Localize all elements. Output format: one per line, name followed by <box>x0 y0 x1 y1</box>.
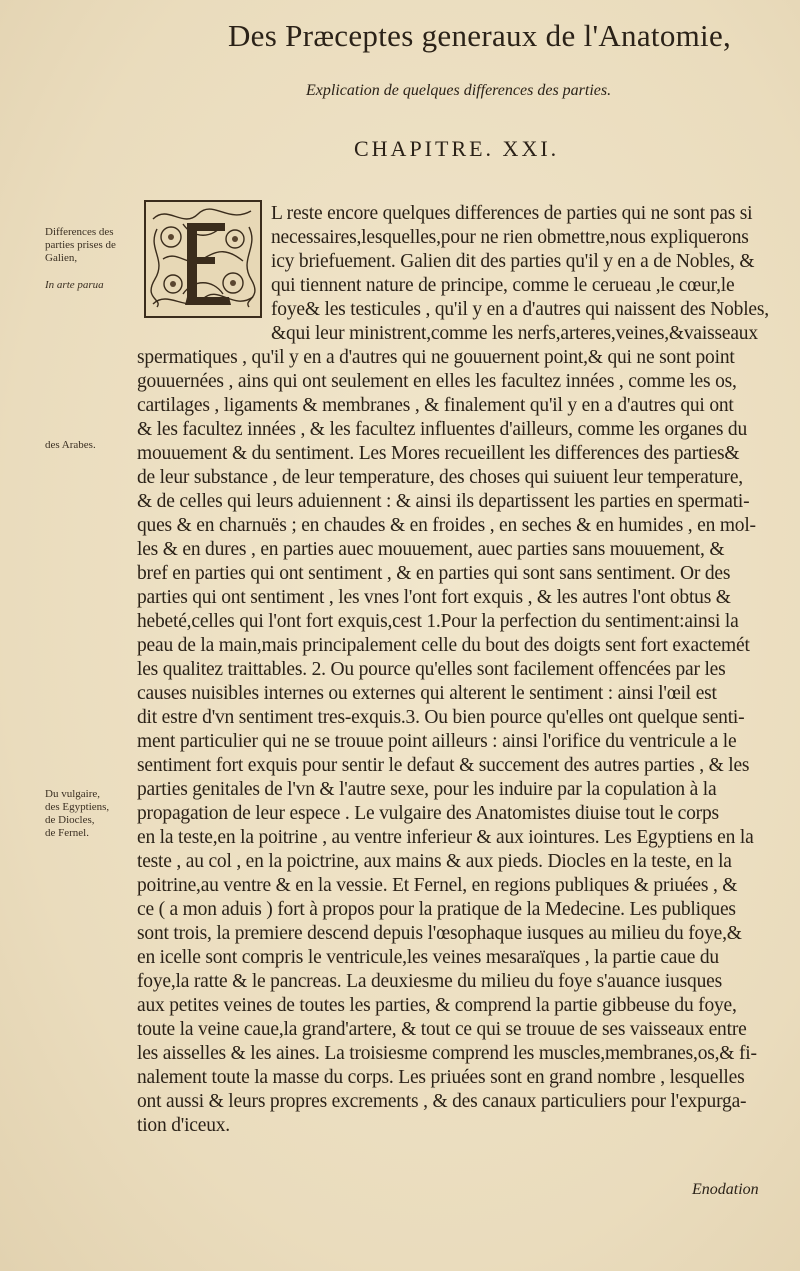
body-line: spermatiques , qu'il y en a d'autres qui ne gouuernent point,& qui ne sont point <box>137 347 735 368</box>
margin-note-line: Galien, <box>45 252 78 264</box>
body-line: les aisselles & les aines. La troisiesme comprend les muscles,membranes,os,& fi- <box>137 1043 757 1064</box>
body-line: mouuement & du sentiment. Les Mores recueillent les differences des parties& <box>137 443 740 464</box>
body-line: sont trois, la premiere descend depuis l'œsophaque iusques au milieu du foye,& <box>137 923 742 944</box>
body-line: tion d'iceux. <box>137 1115 230 1136</box>
body-line: nalement toute la masse du corps. Les priuées sont en grand nombre , lesquelles <box>137 1067 745 1088</box>
catchword: Enodation <box>692 1181 759 1198</box>
body-line: icy briefuement. Galien dit des parties qu'il y en a de Nobles, & <box>271 251 755 272</box>
body-line: sentiment fort exquis pour sentir le defaut & succement des autres parties , & les <box>137 755 750 776</box>
body-line: en icelle sont compris le ventricule,les veines mesaraïques , la partie caue du <box>137 947 719 968</box>
body-line: ment particulier qui ne se trouue point ailleurs : ainsi l'orifice du ventricule a le <box>137 731 737 752</box>
body-line: ont aussi & leurs propres excrements , & des canaux particuliers pour l'expurga- <box>137 1091 747 1112</box>
body-line: necessaires,lesquelles,pour ne rien obmettre,nous expliquerons <box>271 227 749 248</box>
body-line: hebeté,celles qui l'ont fort exquis,cest 1.Pour la perfection du sentiment:ainsi la <box>137 611 739 632</box>
margin-note-line: In arte parua <box>45 279 104 291</box>
margin-note-line: des Egyptiens, <box>45 801 110 813</box>
body-line: ques & en charnuës ; en chaudes & en froides , en seches & en humides , en mol- <box>137 515 756 536</box>
body-line: causes nuisibles internes ou externes qui alterent le sentiment : ainsi l'œil est <box>137 683 717 704</box>
margin-note-in-arte-parua <box>45 279 104 292</box>
running-head: Des Præceptes generaux de l'Anatomie, <box>228 18 732 53</box>
body-line: &qui leur ministrent,comme les nerfs,arteres,veines,&vaisseaux <box>271 323 758 344</box>
body-line: foye& les testicules , qu'il y en a d'autres qui naissent des Nobles, <box>271 299 769 320</box>
body-line: dit estre d'vn sentiment tres-exquis.3. Ou bien pource qu'elles ont quelque senti- <box>137 707 745 728</box>
margin-note-line: Du vulgaire, <box>45 788 100 800</box>
body-line: poitrine,au ventre & en la vessie. Et Fernel, en regions publiques & priuées , & <box>137 875 738 896</box>
margin-note-line: de Diocles, <box>45 814 95 826</box>
body-line: toute la veine caue,la grand'artere, & tout ce qui se trouue de ses vaisseaux entre <box>137 1019 747 1040</box>
body-line: L reste encore quelques differences de parties qui ne sont pas si <box>271 203 753 224</box>
body-line: parties genitales de l'vn & l'autre sexe, pour les induire par la copulation à la <box>137 779 717 800</box>
body-line: propagation de leur espece . Le vulgaire des Anatomistes diuise tout le corps <box>137 803 719 824</box>
body-line: en la teste,en la poitrine , au ventre inferieur & aux iointures. Les Egyptiens en la <box>137 827 754 848</box>
decorated-initial-icon <box>143 199 263 319</box>
body-line: & les facultez innées , & les facultez influentes d'ailleurs, comme les organes du <box>137 419 747 440</box>
margin-note-line: des Arabes. <box>45 439 96 451</box>
body-line: les & en dures , en parties auec mouuement, auec parties sans mouuement, & <box>137 539 725 560</box>
body-line: teste , au col , en la poictrine, aux mains & aux pieds. Diocles en la teste, en la <box>137 851 732 872</box>
margin-note-line: parties prises de <box>45 239 116 251</box>
margin-note-line: Differences des <box>45 226 114 238</box>
margin-note-vulgaire <box>45 788 109 840</box>
chapter-subtitle: Explication de quelques differences des parties. <box>306 82 612 99</box>
body-line: les qualitez traittables. 2. Ou pource qu'elles sont facilement offencées par les <box>137 659 726 680</box>
body-line: bref en parties qui ont sentiment , & en parties qui sont sans sentiment. Or des <box>137 563 731 584</box>
body-line: peau de la main,mais principalement celle du bout des doigts sent fort exactemét <box>137 635 750 656</box>
body-line: cartilages , ligaments & membranes , & finalement qu'il y en a d'autres qui ont <box>137 395 734 416</box>
body-line: qui tiennent nature de principe, comme le cerueau ,le cœur,le <box>271 275 735 296</box>
body-line: gouuernées , ains qui ont seulement en elles les facultez innées , comme les os, <box>137 371 737 392</box>
body-line: & de celles qui leurs aduiennent : & ainsi ils departissent les parties en spermati- <box>137 491 750 512</box>
chapter-heading: CHAPITRE. XXI. <box>354 136 560 161</box>
body-line: de leur substance , de leur temperature, des choses qui suiuent leur temperature, <box>137 467 743 488</box>
body-line: aux petites veines de toutes les parties, & comprend la partie gibbeuse du foye, <box>137 995 737 1016</box>
body-line: ce ( a mon aduis ) fort à propos pour la pratique de la Medecine. Les publiques <box>137 899 736 920</box>
margin-note-arabes <box>45 439 96 452</box>
margin-note-galien <box>45 226 116 265</box>
body-line: foye,la ratte & le pancreas. La deuxiesme du milieu du foye s'auance iusques <box>137 971 723 992</box>
margin-note-line: de Fernel. <box>45 827 89 839</box>
body-line: parties qui ont sentiment , les vnes l'ont fort exquis , & les autres l'ont obtus & <box>137 587 731 608</box>
